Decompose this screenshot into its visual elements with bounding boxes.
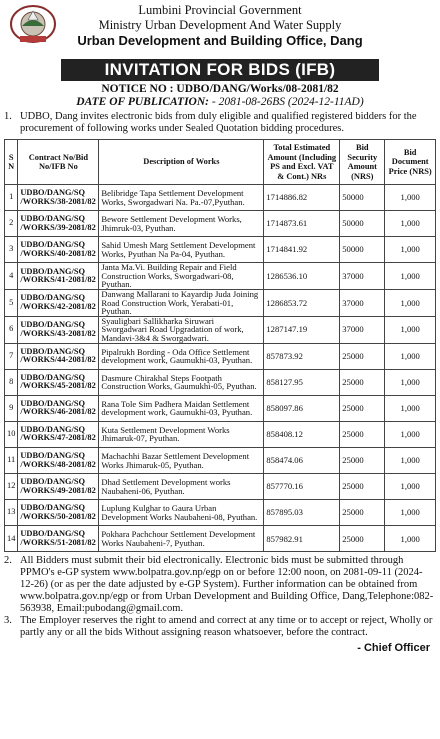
office-name: Urban Development and Building Office, Dang: [77, 33, 363, 48]
publication-date-label: DATE OF PUBLICATION:: [76, 96, 212, 108]
row-contract: UDBO/DANG/SQ /WORKS/46-2081/82: [18, 395, 99, 421]
row-amount: 858127.95: [264, 369, 340, 395]
note-number: 2.: [4, 555, 12, 567]
row-contract: UDBO/DANG/SQ /WORKS/45-2081/82: [18, 369, 99, 395]
row-price: 1,000: [385, 395, 436, 421]
row-contract: UDBO/DANG/SQ /WORKS/50-2081/82: [18, 500, 99, 526]
row-price: 1,000: [385, 343, 436, 369]
row-amount: 1714841.92: [264, 237, 340, 263]
row-contract: UDBO/DANG/SQ /WORKS/48-2081/82: [18, 448, 99, 474]
row-sn: 13: [5, 500, 18, 526]
row-sn: 4: [5, 263, 18, 290]
ministry-name: Ministry Urban Development And Water Supply: [98, 18, 342, 32]
table-row: [5, 369, 436, 395]
row-price: 1,000: [385, 316, 436, 343]
row-contract: UDBO/DANG/SQ /WORKS/40-2081/82: [18, 237, 99, 263]
row-contract: UDBO/DANG/SQ /WORKS/49-2081/82: [18, 474, 99, 500]
row-contract: UDBO/DANG/SQ /WORKS/38-2081/82: [18, 185, 99, 211]
publication-date: [4, 96, 436, 109]
row-description: Rana Tole Sim Padhera Maidan Settlement development work, Gaumukhi-03, Pyuthan.: [99, 395, 264, 421]
row-security: 50000: [340, 185, 385, 211]
row-amount: 1714873.61: [264, 211, 340, 237]
row-price: 1,000: [385, 526, 436, 552]
header-contract: Contract No/Bid No/IFB No: [18, 140, 99, 185]
row-amount: 857770.16: [264, 474, 340, 500]
row-description: Dasmure Chirakhal Steps Footpath Construction Works, Gaumukhi-05, Pyuthan.: [99, 369, 264, 395]
row-security: 25000: [340, 448, 385, 474]
notice-header: [4, 0, 436, 58]
row-amount: 1287147.19: [264, 316, 340, 343]
nepal-emblem-icon: [8, 2, 58, 46]
row-contract: UDBO/DANG/SQ /WORKS/44-2081/82: [18, 343, 99, 369]
row-price: 1,000: [385, 369, 436, 395]
note-text: The Employer reserves the right to amend and correct at any time or to accept or reject, Wholly or partly any or all the bids Without assigning reason whatsoever, before the contract.: [20, 615, 433, 639]
row-sn: 14: [5, 526, 18, 552]
row-amount: 1286536.10: [264, 263, 340, 290]
table-row: [5, 316, 436, 343]
row-amount: 857873.92: [264, 343, 340, 369]
table-header-row: [5, 140, 436, 185]
row-description: Syauligbari Sallikharka Siruwari Sworgadwari Road Upgradation of work, Mandavi-3&4 & Sworgadwari.: [99, 316, 264, 343]
row-sn: 2: [5, 211, 18, 237]
row-amount: 858097.86: [264, 395, 340, 421]
row-security: 25000: [340, 421, 385, 447]
row-sn: 3: [5, 237, 18, 263]
header-description: Description of Works: [99, 140, 264, 185]
row-security: 37000: [340, 263, 385, 290]
ifb-banner: INVITATION FOR BIDS (IFB): [61, 59, 379, 81]
row-description: Janta Ma.Vi. Building Repair and Field Construction Works, Sworgadwari-08, Pyuthan.: [99, 263, 264, 290]
row-amount: 1714886.82: [264, 185, 340, 211]
row-description: Pokhara Pachchour Settlement Development Works Naubaheni-7, Pyuthan.: [99, 526, 264, 552]
row-security: 37000: [340, 290, 385, 317]
row-description: Luplung Kulghar to Gaura Urban Development Works Naubaheni-08, Pyuthan.: [99, 500, 264, 526]
note-item: [4, 555, 436, 615]
row-price: 1,000: [385, 211, 436, 237]
intro-number: 1.: [4, 111, 12, 122]
row-description: Sahid Umesh Marg Settlement Development Works, Pyuthan Na Pa-04, Pyuthan.: [99, 237, 264, 263]
note-number: 3.: [4, 615, 12, 627]
row-security: 50000: [340, 237, 385, 263]
row-sn: 8: [5, 369, 18, 395]
row-amount: 858408.12: [264, 421, 340, 447]
row-amount: 1286853.72: [264, 290, 340, 317]
row-sn: 1: [5, 185, 18, 211]
signature: - Chief Officer: [357, 642, 430, 655]
table-row: [5, 211, 436, 237]
row-price: 1,000: [385, 474, 436, 500]
row-price: 1,000: [385, 237, 436, 263]
row-price: 1,000: [385, 448, 436, 474]
row-price: 1,000: [385, 185, 436, 211]
row-description: Bewore Settlement Development Works, Jhimruk-03, Pyuthan.: [99, 211, 264, 237]
row-contract: UDBO/DANG/SQ /WORKS/39-2081/82: [18, 211, 99, 237]
works-table: [4, 139, 436, 552]
row-security: 25000: [340, 526, 385, 552]
table-row: [5, 343, 436, 369]
row-price: 1,000: [385, 421, 436, 447]
table-row: [5, 421, 436, 447]
row-amount: 857895.03: [264, 500, 340, 526]
header-price: Bid Document Price (NRS): [385, 140, 436, 185]
row-sn: 7: [5, 343, 18, 369]
row-security: 25000: [340, 343, 385, 369]
intro-text: UDBO, Dang invites electronic bids from duly eligible and qualified registered bidders for the procurement of following works under Sealed Quotation bidding procedures.: [20, 111, 417, 134]
province-name: Lumbini Provincial Government: [138, 3, 302, 17]
row-contract: UDBO/DANG/SQ /WORKS/51-2081/82: [18, 526, 99, 552]
table-row: [5, 500, 436, 526]
row-contract: UDBO/DANG/SQ /WORKS/41-2081/82: [18, 263, 99, 290]
row-price: 1,000: [385, 500, 436, 526]
row-description: Dhad Settlement Development works Naubaheni-06, Pyuthan.: [99, 474, 264, 500]
notes-section: [4, 555, 436, 639]
table-row: [5, 448, 436, 474]
intro-paragraph: [4, 111, 436, 135]
row-contract: UDBO/DANG/SQ /WORKS/47-2081/82: [18, 421, 99, 447]
table-row: [5, 263, 436, 290]
row-security: 25000: [340, 369, 385, 395]
table-row: [5, 526, 436, 552]
row-sn: 12: [5, 474, 18, 500]
row-security: 25000: [340, 474, 385, 500]
row-sn: 9: [5, 395, 18, 421]
header-amount: Total Estimated Amount (Including PS and Excl. VAT & Cont.) NRs: [264, 140, 340, 185]
row-sn: 11: [5, 448, 18, 474]
row-sn: 5: [5, 290, 18, 317]
table-row: [5, 290, 436, 317]
row-description: Kuta Settlement Development Works Jhimaruk-07, Pyuthan.: [99, 421, 264, 447]
row-amount: 857982.91: [264, 526, 340, 552]
notice-number: NOTICE NO : UDBO/DANG/Works/08-2081/82: [101, 83, 339, 95]
header-sn: S N: [5, 140, 18, 185]
table-body: [5, 185, 436, 552]
header-security: Bid Security Amount (NRS): [340, 140, 385, 185]
row-security: 25000: [340, 395, 385, 421]
row-security: 25000: [340, 500, 385, 526]
row-description: Belibridge Tapa Settlement Development Works, Sworgadwari Na. Pa.-07,Pyuthan.: [99, 185, 264, 211]
note-item: [4, 615, 436, 639]
row-price: 1,000: [385, 263, 436, 290]
table-row: [5, 185, 436, 211]
row-security: 37000: [340, 316, 385, 343]
row-contract: UDBO/DANG/SQ /WORKS/43-2081/82: [18, 316, 99, 343]
row-amount: 858474.06: [264, 448, 340, 474]
row-price: 1,000: [385, 290, 436, 317]
row-sn: 10: [5, 421, 18, 447]
row-description: Danwang Mallarani to Kayardip Juda Joining Road Construction Work, Yerabati-01, Pyuthan.: [99, 290, 264, 317]
publication-date-value: - 2081-08-26BS (2024-12-11AD): [211, 96, 364, 108]
row-contract: UDBO/DANG/SQ /WORKS/42-2081/82: [18, 290, 99, 317]
row-description: Pipalrukh Bording - Oda Office Settlement development work, Gaumukhi-03, Pyuthan.: [99, 343, 264, 369]
table-row: [5, 237, 436, 263]
note-text: All Bidders must submit their bid electronically. Electronic bids must be submitted through PPMO's e-GP system www.bolpatra.gov.np/egp on or before 12:00 noon, on 2081-09-11 (2024-12-26) (or as per the date adjusted by e-GP System). Further information can be obtained from www.bolpatra.gov.np/egp or from Urban Development and Building Office, Dang,Telephone:082-563938, Email:pubodang@gmail.com.: [20, 555, 434, 615]
row-description: Machachhi Bazar Settlement Development Works Jhimaruk-05, Pyuthan.: [99, 448, 264, 474]
row-security: 50000: [340, 211, 385, 237]
table-row: [5, 395, 436, 421]
table-row: [5, 474, 436, 500]
row-sn: 6: [5, 316, 18, 343]
